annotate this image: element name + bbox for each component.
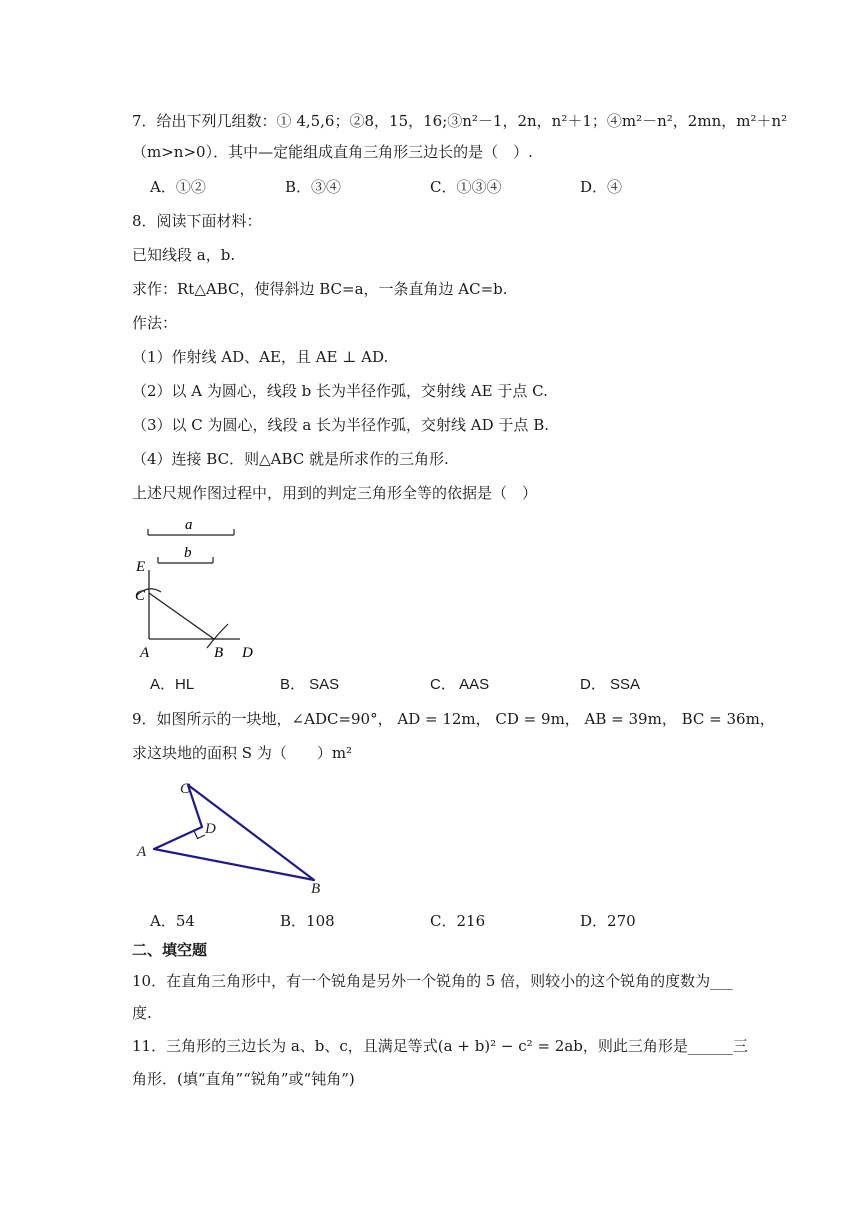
q9-line1: 9．如图所示的一块地，∠ADC=90°， AD = 12m， CD = 9m， AB = 39m， BC = 36m， [132, 710, 775, 728]
label-d: D [242, 645, 253, 660]
label-a-point: A [137, 844, 147, 860]
q9-option-d: D．270 [580, 912, 636, 930]
label-b: b [184, 545, 192, 561]
q7-line1: 7．给出下列几组数：① 4,5,6；②8，15，16;③n²－1，2n，n²＋1；④m²－n²，2mn，m²＋n² [132, 112, 788, 130]
q7-option-d: D．④ [580, 178, 623, 196]
q8-step1: （1）作射线 AD、AE，且 AE ⊥ AD. [132, 348, 389, 366]
q11-line1: 11．三角形的三边长为 a、b、c，且满足等式(a + b)² − c² = 2ab，则此三角形是______三 [132, 1037, 748, 1055]
right-angle-mark [194, 831, 205, 839]
label-e: E [136, 559, 146, 575]
label-b-point: B [311, 881, 321, 897]
q8-step4: （4）连接 BC．则△ABC 就是所求作的三角形. [132, 450, 449, 468]
q8-task: 求作：Rt△ABC，使得斜边 BC=a，一条直角边 AC=b. [132, 280, 508, 298]
q8-options [150, 674, 770, 696]
q8-option-a: A．HL [150, 676, 195, 693]
q8-option-d: D． SSA [580, 676, 641, 693]
q11-line2: 角形．(填“直角”“锐角”或“钝角”) [132, 1070, 355, 1088]
q10-line2: 度. [132, 1004, 152, 1022]
section-fill-in-blank-heading: 二、填空题 [132, 941, 208, 959]
label-a-point: A [140, 645, 150, 660]
q9-options [150, 910, 770, 932]
label-b-point: B [214, 645, 224, 660]
q7-option-c: C．①③④ [430, 178, 502, 196]
q7-options [150, 176, 770, 198]
q9-line2: 求这块地的面积 S 为（ ）m² [132, 744, 353, 762]
q7-line2: （m>n>0）．其中—定能组成直角三角形三边长的是（ ）. [132, 143, 533, 161]
q7-option-a: A．①② [150, 178, 206, 196]
q9-option-c: C．216 [430, 912, 486, 930]
label-c: C [135, 588, 146, 604]
q7-option-b: B．③④ [285, 178, 342, 196]
q8-intro: 8．阅读下面材料： [132, 212, 262, 230]
q9-option-b: B．108 [280, 912, 335, 930]
q9-land-figure [130, 774, 330, 898]
label-c-point: C [180, 781, 191, 797]
q8-construction-figure [128, 512, 278, 660]
label-d-point: D [205, 821, 216, 837]
q8-given: 已知线段 a，b. [132, 246, 236, 264]
q8-step2: （2）以 A 为圆心，线段 b 长为半径作弧，交射线 AE 于点 C. [132, 382, 548, 400]
q9-option-a: A．54 [150, 912, 195, 930]
q8-option-b: B． SAS [280, 676, 340, 693]
q10-line1: 10．在直角三角形中，有一个锐角是另外一个锐角的 5 倍，则较小的这个锐角的度数为___ [132, 972, 733, 990]
q8-question: 上述尺规作图过程中，用到的判定三角形全等的依据是（ ） [132, 484, 538, 502]
q8-option-c: C． AAS [430, 676, 490, 693]
segment-bc [149, 593, 214, 639]
q8-step3: （3）以 C 为圆心，线段 a 长为半径作弧，交射线 AD 于点 B. [132, 416, 549, 434]
label-a: a [185, 517, 193, 533]
q8-method: 作法： [132, 314, 178, 332]
q9-quadrilateral [154, 785, 314, 880]
